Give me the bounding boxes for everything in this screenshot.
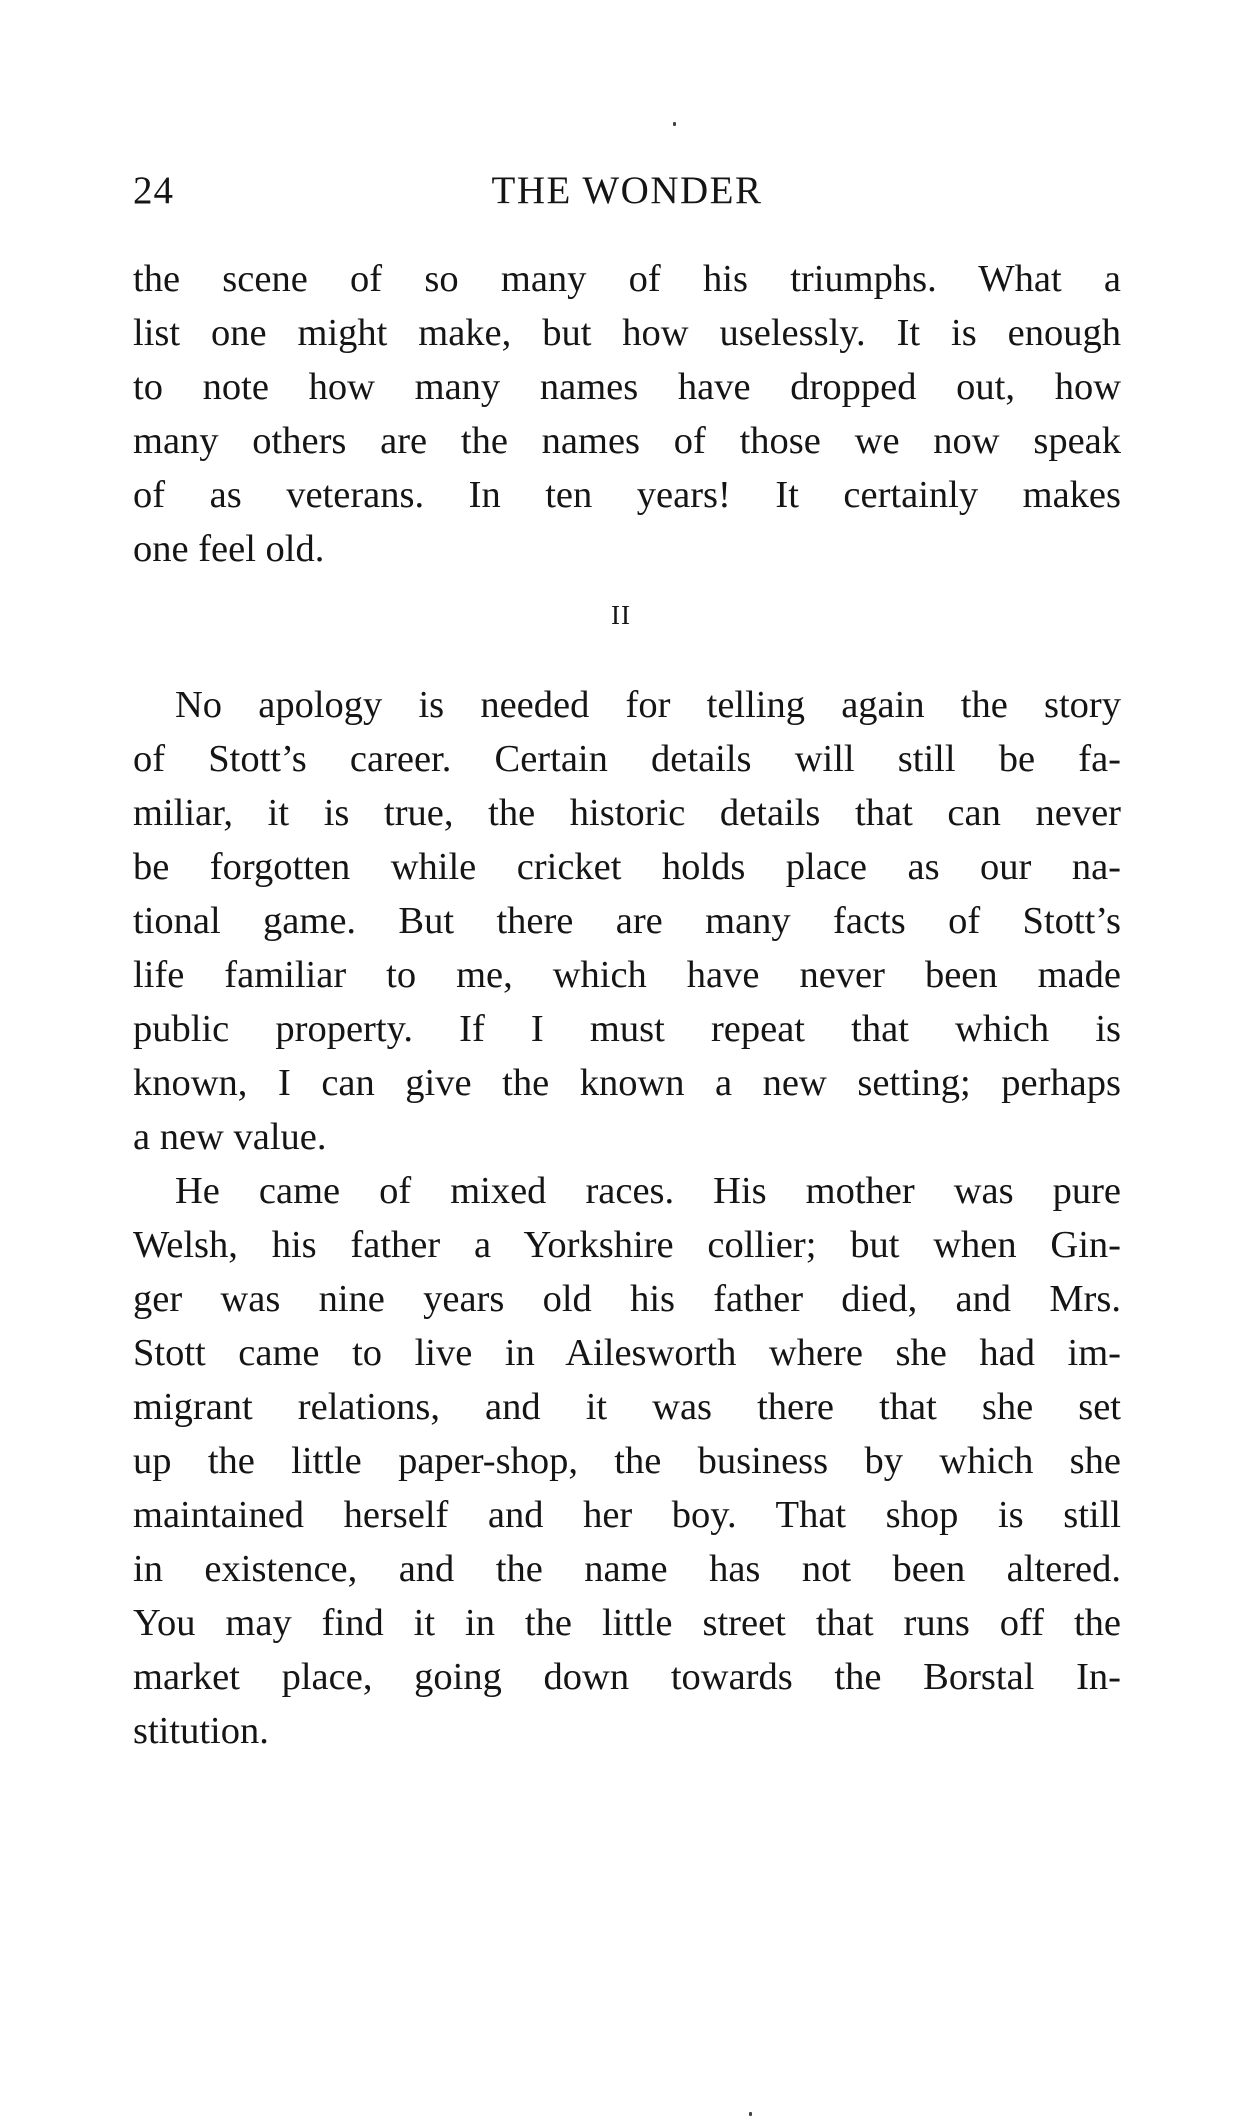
text-line: stitution. [133, 1710, 269, 1752]
text-line: many others are the names of those we now speak [133, 420, 1121, 462]
text-line: to note how many names have dropped out, how [133, 366, 1121, 408]
text-line: market place, going down towards the Borstal In- [133, 1656, 1121, 1698]
text-line: miliar, it is true, the historic details that can never [133, 792, 1121, 834]
text-line: known, I can give the known a new setting; perhaps [133, 1062, 1121, 1104]
text-line: ger was nine years old his father died, and Mrs. [133, 1278, 1121, 1320]
text-line: up the little paper-shop, the business by which she [133, 1440, 1121, 1482]
text-line: He came of mixed races. His mother was pure [175, 1170, 1121, 1212]
text-line: public property. If I must repeat that which is [133, 1008, 1121, 1050]
text-line: one feel old. [133, 528, 325, 570]
text-line: maintained herself and her boy. That shop is still [133, 1494, 1121, 1536]
text-line: of Stott’s career. Certain details will still be fa- [133, 738, 1121, 780]
text-line: tional game. But there are many facts of Stott’s [133, 900, 1121, 942]
text-line: a new value. [133, 1116, 327, 1158]
text-line: No apology is needed for telling again the story [175, 684, 1121, 726]
text-line: list one might make, but how uselessly. It is enough [133, 312, 1121, 354]
text-line: the scene of so many of his triumphs. What a [133, 258, 1121, 300]
text-line: in existence, and the name has not been altered. [133, 1548, 1121, 1590]
text-line: be forgotten while cricket holds place as our na- [133, 846, 1121, 888]
text-line: migrant relations, and it was there that she set [133, 1386, 1121, 1428]
section-numeral: II [611, 600, 631, 630]
text-line: Stott came to live in Ailesworth where she had im- [133, 1332, 1121, 1374]
print-speck [749, 2112, 752, 2116]
print-speck [673, 122, 676, 126]
page-header [133, 168, 1121, 228]
text-line: Welsh, his father a Yorkshire collier; but when Gin- [133, 1224, 1121, 1266]
text-line: You may find it in the little street that runs off the [133, 1602, 1121, 1644]
running-title: THE WONDER [491, 169, 763, 212]
text-line: life familiar to me, which have never been made [133, 954, 1121, 996]
page-number: 24 [133, 169, 174, 212]
text-line: of as veterans. In ten years! It certainly makes [133, 474, 1121, 516]
